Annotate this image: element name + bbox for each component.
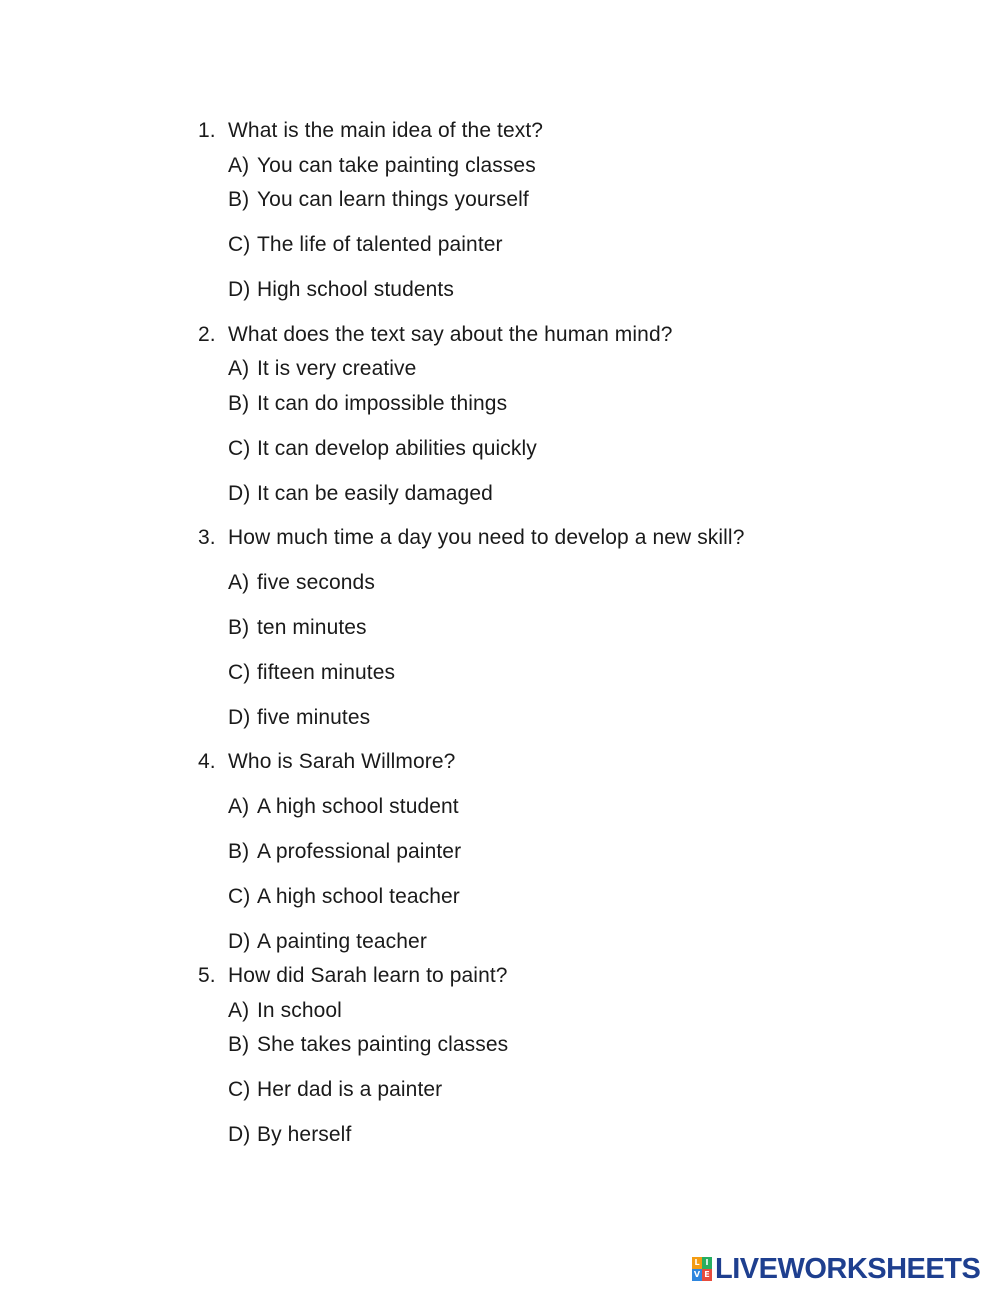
option-text: By herself — [257, 1123, 352, 1146]
logo-icon-tile: V — [693, 1270, 701, 1279]
option-text: A painting teacher — [257, 930, 427, 953]
option-text: In school — [257, 999, 342, 1022]
option-letter: B) — [228, 188, 250, 211]
option-text: It is very creative — [257, 357, 417, 380]
option-letter: C) — [228, 233, 251, 256]
option-text: It can develop abilities quickly — [257, 437, 537, 460]
option-letter: C) — [228, 437, 251, 460]
option-text: A professional painter — [257, 840, 462, 863]
logo-text: LIVEWORKSHEETS — [715, 1253, 981, 1285]
option-letter: B) — [228, 392, 250, 415]
question-number: 5. — [198, 964, 216, 987]
option-text: ten minutes — [257, 616, 367, 639]
logo-icon-tile: L — [692, 1257, 702, 1269]
option-letter: D) — [228, 278, 251, 301]
option-text: Her dad is a painter — [257, 1078, 443, 1101]
question-text: How much time a day you need to develop a new skill? — [228, 526, 745, 549]
question-text: How did Sarah learn to paint? — [228, 964, 508, 987]
question-text: What does the text say about the human mind? — [228, 323, 673, 346]
option-text: five minutes — [257, 706, 371, 729]
question-text: What is the main idea of the text? — [228, 119, 544, 142]
option-letter: D) — [228, 1123, 251, 1146]
option-letter: D) — [228, 706, 251, 729]
liveworksheets-logo[interactable] — [692, 1254, 980, 1284]
question-number: 3. — [198, 526, 216, 549]
logo-icon-tile: E — [702, 1269, 712, 1281]
liveworksheets-logo-icon — [692, 1257, 712, 1281]
option-text: High school students — [257, 278, 454, 301]
option-letter: A) — [228, 357, 250, 380]
option-text: The life of talented painter — [257, 233, 503, 256]
option-letter: B) — [228, 840, 250, 863]
option-text: A high school student — [257, 795, 459, 818]
option-letter: A) — [228, 571, 250, 594]
option-letter: B) — [228, 1033, 250, 1056]
question-text: Who is Sarah Willmore? — [228, 750, 456, 773]
option-letter: D) — [228, 482, 251, 505]
option-letter: A) — [228, 795, 250, 818]
option-text: You can learn things yourself — [257, 188, 529, 211]
question-number: 1. — [198, 119, 216, 142]
option-text: A high school teacher — [257, 885, 460, 908]
option-text: It can be easily damaged — [257, 482, 493, 505]
question-number: 2. — [198, 323, 216, 346]
option-letter: C) — [228, 1078, 251, 1101]
option-text: five seconds — [257, 571, 375, 594]
logo-icon-tile: I — [702, 1257, 712, 1269]
option-text: It can do impossible things — [257, 392, 508, 415]
option-text: She takes painting classes — [257, 1033, 509, 1056]
option-letter: C) — [228, 661, 251, 684]
option-letter: A) — [228, 999, 250, 1022]
option-letter: A) — [228, 154, 250, 177]
question-number: 4. — [198, 750, 216, 773]
option-letter: B) — [228, 616, 250, 639]
option-letter: D) — [228, 930, 251, 953]
option-letter: C) — [228, 885, 251, 908]
option-text: You can take painting classes — [257, 154, 536, 177]
option-text: fifteen minutes — [257, 661, 396, 684]
